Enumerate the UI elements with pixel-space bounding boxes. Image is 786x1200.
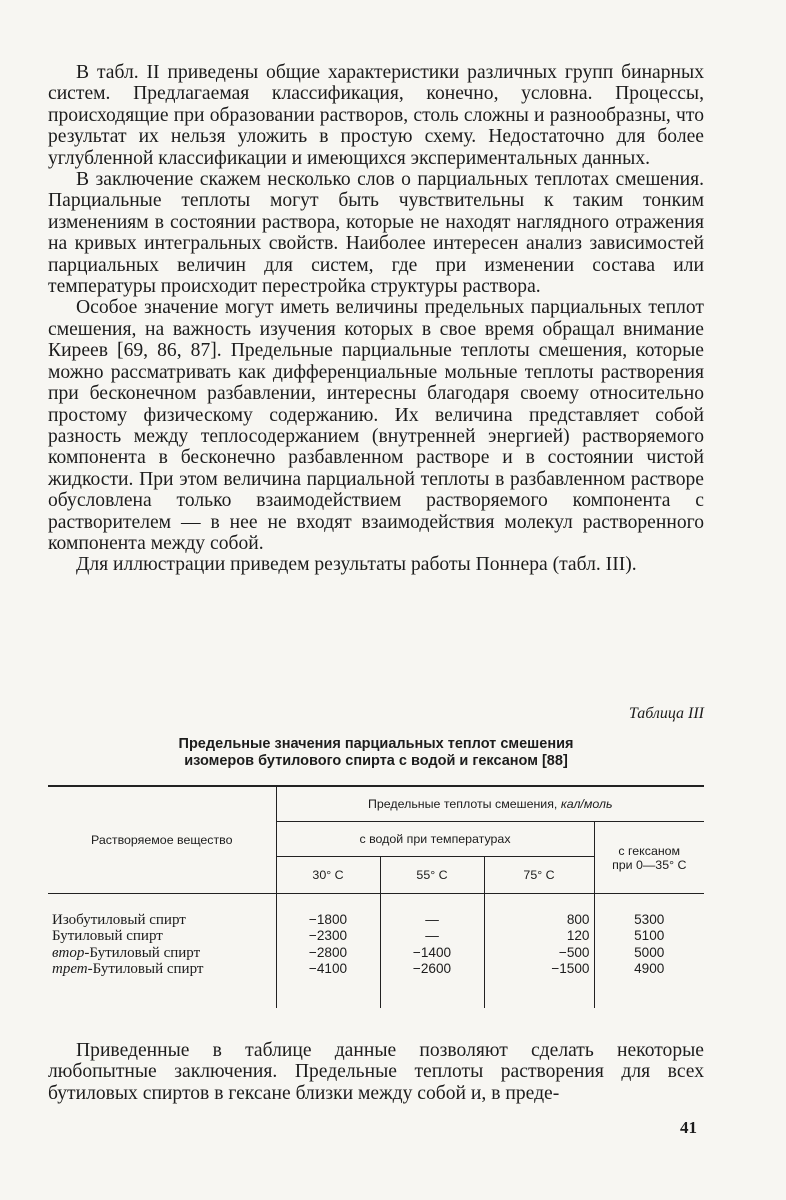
table-row xyxy=(48,912,704,929)
header-hexane xyxy=(594,822,704,894)
table-title-line: изомеров бутилового спирта с водой и гексаном [88] xyxy=(184,753,568,769)
paragraph: Для иллюстрации приведем результаты работы Поннера (табл. III). xyxy=(76,554,637,576)
paragraph: В заключение скажем несколько слов о парциальных теплотах смешения. Парциальные теплоты могут быть чувствительны к таким тонким изменениям в состоянии раствора, которые не находят наглядного отражения на кривых интегральных свойств. Наиболее интересен анализ зависимостей парциальных величин для систем, где при изменении состава или температуры происходит перестройка структуры раствора. xyxy=(48,169,704,298)
header-hexane-line: при 0—35° С xyxy=(612,857,687,872)
solute-name-rest: -Бутиловый спирт xyxy=(87,961,204,977)
table-row xyxy=(48,945,704,962)
value-75: −500 xyxy=(484,945,594,962)
solute-prefix: втор xyxy=(52,944,85,961)
header-t1: 30° С xyxy=(276,857,380,894)
solute-name: Изобутиловый спирт xyxy=(52,911,186,928)
value-hexane: 5000 xyxy=(594,945,704,962)
closing-text xyxy=(48,1040,704,1104)
solute-name xyxy=(48,961,276,978)
value-30: −4100 xyxy=(276,961,380,978)
data-table-container xyxy=(48,785,704,1008)
solute-name-rest: -Бутиловый спирт xyxy=(84,944,201,961)
value-hexane: 5300 xyxy=(594,912,704,929)
value-55: −1400 xyxy=(380,945,484,962)
value-hexane: 4900 xyxy=(594,961,704,978)
table-row xyxy=(48,961,704,978)
header-group-unit: кал/моль xyxy=(560,797,613,811)
solute-name xyxy=(48,945,276,962)
solute-prefix: трет xyxy=(52,961,88,977)
data-table xyxy=(48,785,704,1008)
paragraph: Приведенные в таблице данные позволяют сделать некоторые любопытные заключения. Предельные теплоты растворения для всех бутиловых спиртов в гексане близки между собой и, в преде- xyxy=(48,1040,704,1104)
value-55: — xyxy=(380,928,484,945)
paragraph: Особое значение могут иметь величины предельных парциальных теплот смешения, на важность изучения которых в свое время обращал внимание Киреев [69, 86, 87]. Предельные парциальные теплоты смешения, которые можно рассматривать как дифференциальные мольные теплоты растворения при бесконечном разбавлении, интересны благодаря своему относительно простому физическому содержанию. Их величина представляет собой разность между теплосодержанием (внутренней энергией) растворяемого компонента в бесконечно разбавленном растворе и в состоянии чистой жидкости. При этом величина парциальной теплоты в разбавленном растворе обусловлена только взаимодействием растворяемого компонента с растворителем — в нее не входят взаимодействия молекул растворенного компонента между собой. xyxy=(48,297,704,554)
paragraph: В табл. II приведены общие характеристики различных групп бинарных систем. Предлагаемая классификация, конечно, условна. Процессы, происходящие при образовании растворов, столь сложны и разнообразны, что результат их нельзя уложить в простую схему. Недостаточно для более углубленной классификации и имеющихся экспериментальных данных. xyxy=(48,62,704,169)
header-t2: 55° С xyxy=(380,857,484,894)
value-30: −2800 xyxy=(276,945,380,962)
header-solute: Растворяемое вещество xyxy=(48,786,276,894)
value-55: — xyxy=(380,912,484,929)
value-75: −1500 xyxy=(484,961,594,978)
body-text xyxy=(48,62,704,576)
page-number: 41 xyxy=(680,1118,697,1137)
table-row xyxy=(48,928,704,945)
value-hexane: 5100 xyxy=(594,928,704,945)
header-group-label: Предельные теплоты смешения, xyxy=(367,797,558,811)
header-t3: 75° С xyxy=(484,857,594,894)
header-water: с водой при температурах xyxy=(276,822,594,857)
table-label: Таблица III xyxy=(628,705,704,722)
solute-name: Бутиловый спирт xyxy=(52,928,163,944)
header-group xyxy=(276,786,704,822)
value-75: 120 xyxy=(484,928,594,945)
table-title-line: Предельные значения парциальных теплот смешения xyxy=(178,736,574,752)
value-75: 800 xyxy=(484,912,594,929)
value-30: −1800 xyxy=(276,912,380,929)
value-55: −2600 xyxy=(380,961,484,978)
table-title xyxy=(48,736,704,770)
value-30: −2300 xyxy=(276,928,380,945)
header-hexane-line: с гексаном xyxy=(618,843,681,858)
